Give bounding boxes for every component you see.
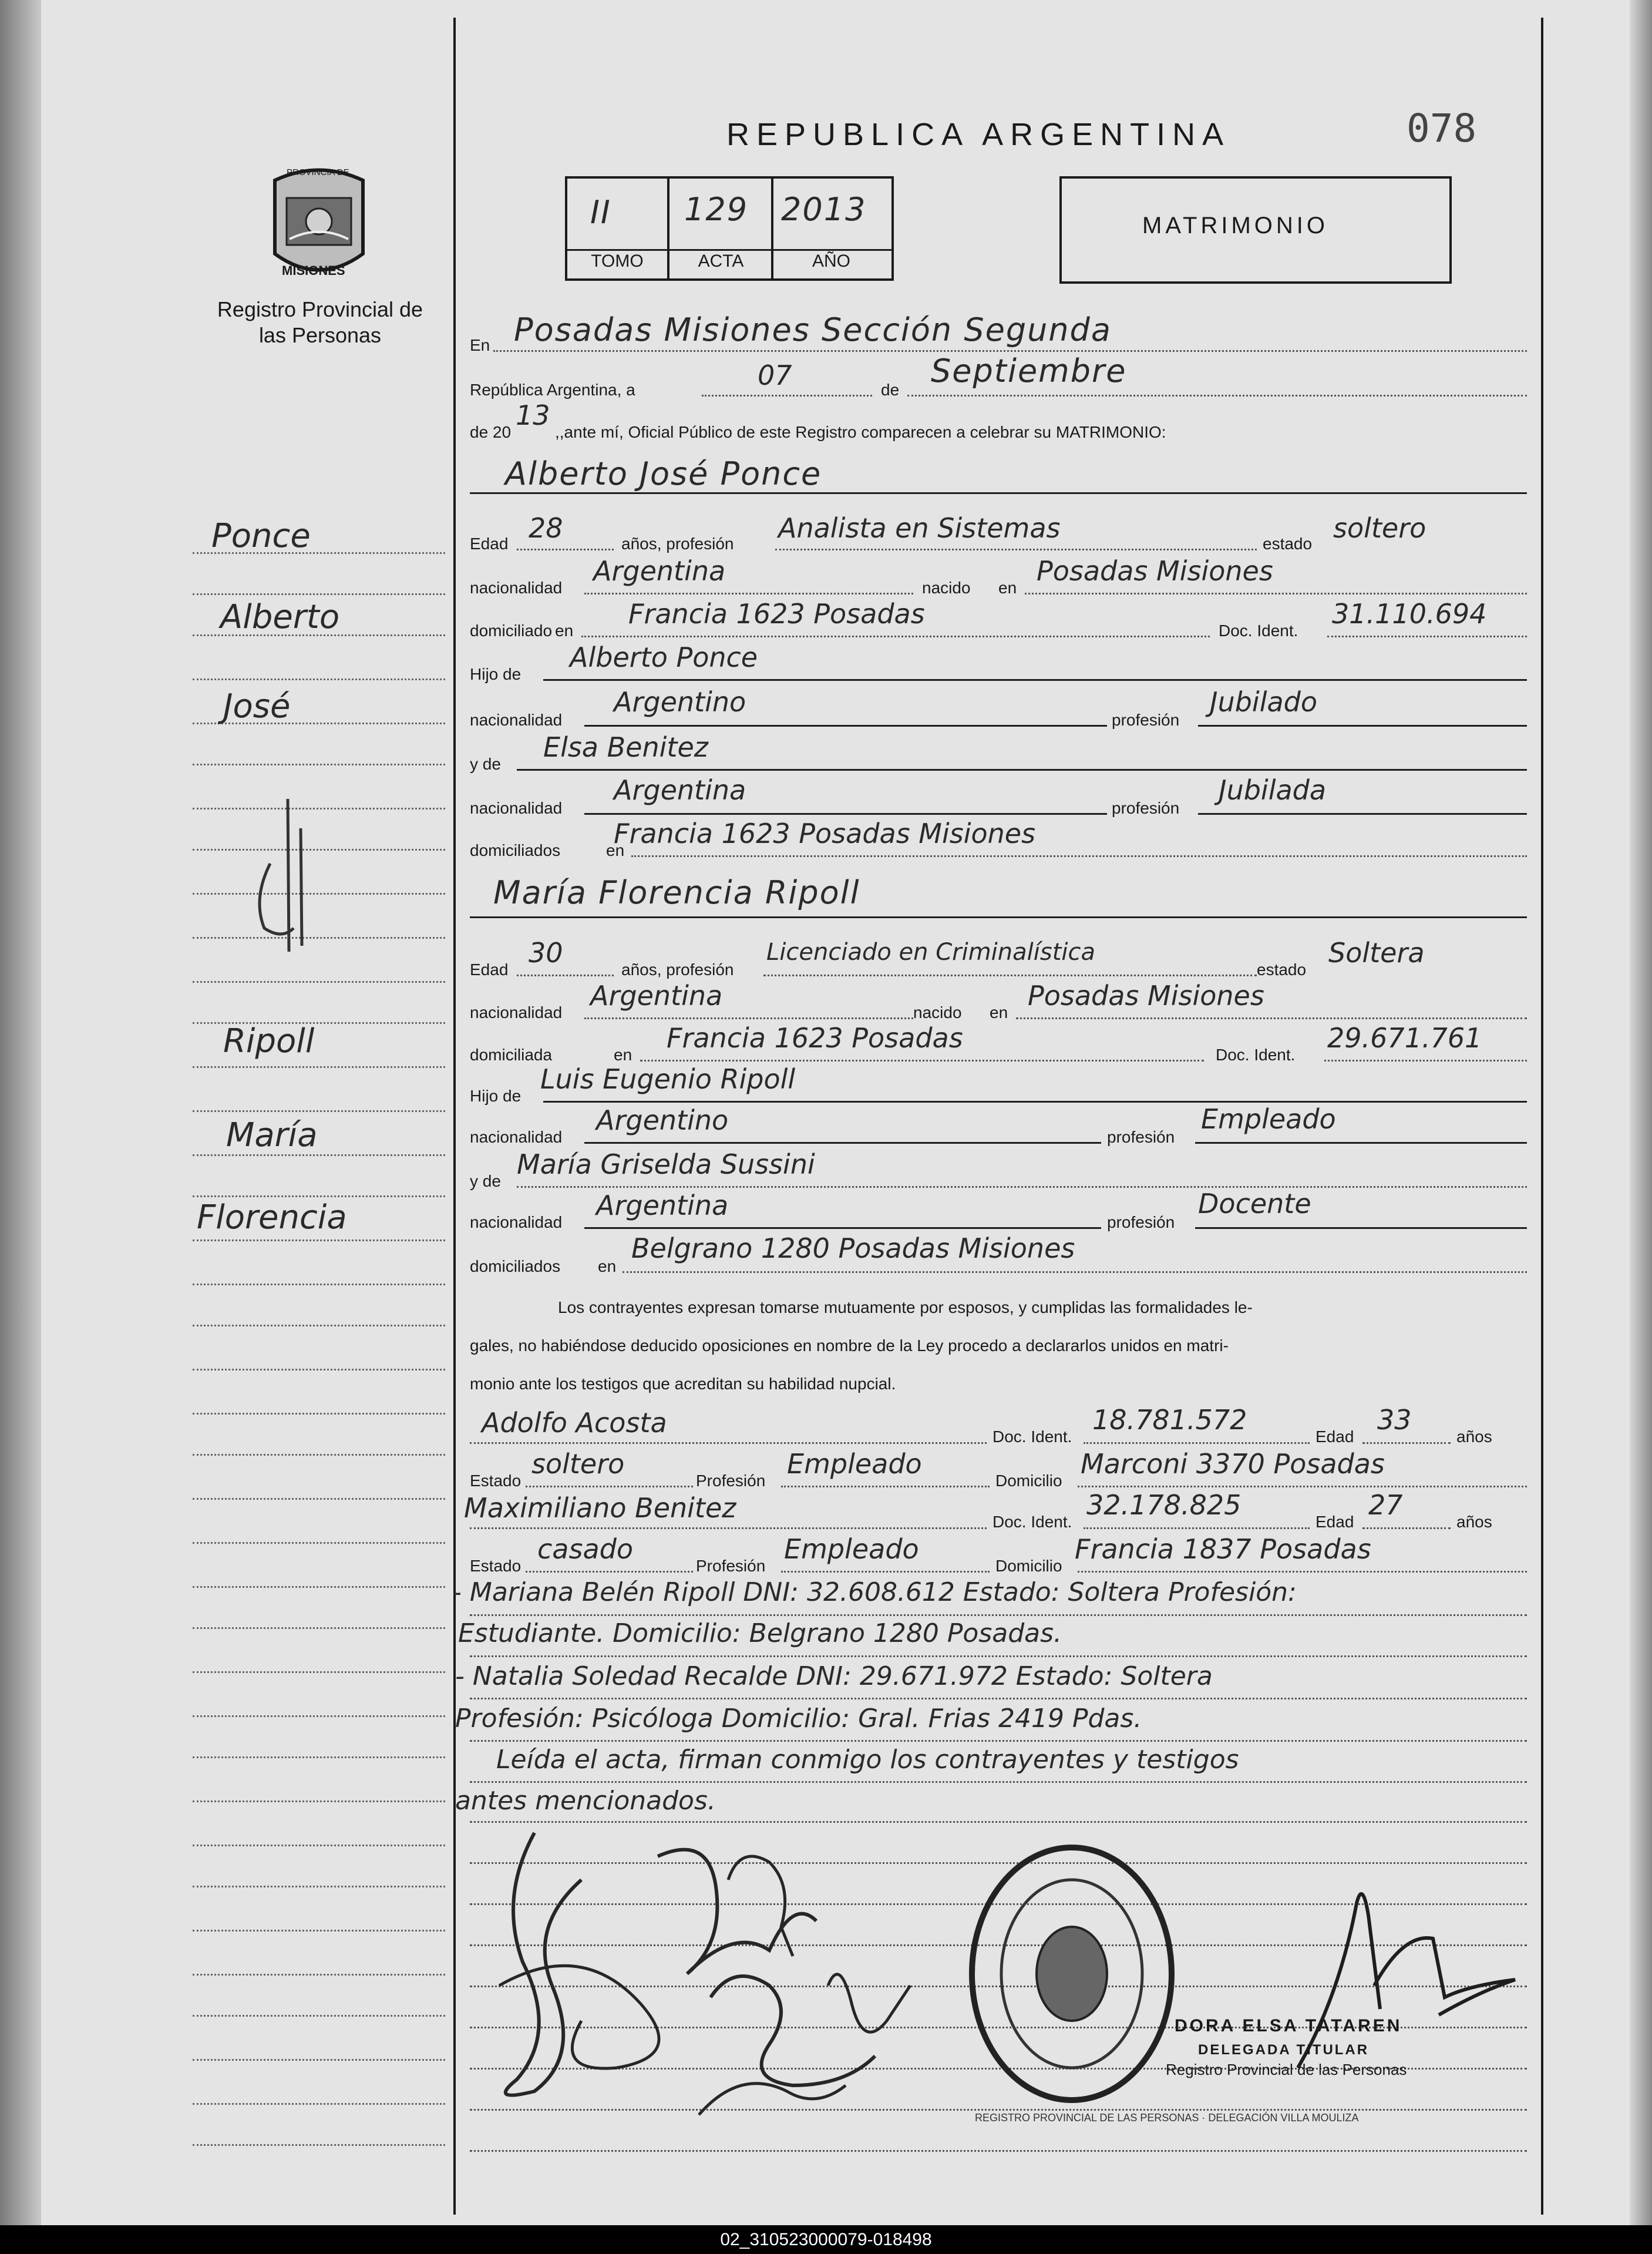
margin-name-4: Ripoll [223, 1022, 315, 1060]
dia-value: 07 [758, 360, 792, 391]
contrayente1-nacido: Posadas Misiones [1037, 555, 1273, 587]
anio-label: AÑO [812, 251, 850, 271]
profesion-label: profesión [1107, 1128, 1175, 1146]
anio-value: 2013 [781, 191, 867, 228]
testigo-anios-label: años [1456, 1427, 1492, 1446]
nacionalidad-label: nacionalidad [470, 711, 563, 729]
contrayente2-profesion: Licenciado en Criminalística [766, 939, 1096, 966]
contrayente1-padre-prof: Jubilado [1210, 686, 1318, 718]
contrayente2-padres-dom: Belgrano 1280 Posadas Misiones [631, 1232, 1075, 1264]
emblem-text-bottom: MISIONES [282, 263, 345, 278]
acta-value: 129 [684, 191, 749, 228]
declaracion-line-2: gales, no habiéndose deducido oposiciones en nombre de la Ley procedo a declararlos unidos en matri- [470, 1336, 1229, 1355]
profesion-label: profesión [1112, 711, 1180, 729]
right-rule [1541, 18, 1543, 2215]
de-label: de [881, 381, 900, 399]
testigo1-profesion: Empleado [787, 1448, 922, 1480]
contrayente1-padres-dom: Francia 1623 Posadas Misiones [614, 818, 1036, 849]
scan-code: 02_310523000079-018498 [0, 2225, 1652, 2254]
anios-profesion-label: años, profesión [621, 535, 734, 553]
testigo2-doc: 32.178.825 [1086, 1489, 1241, 1521]
margin-name-5: María [226, 1116, 318, 1154]
margin-rule [453, 18, 456, 2215]
contrayente1-estado: soltero [1333, 512, 1426, 544]
testigo2-nombre: Maximiliano Benitez [464, 1492, 736, 1524]
testigo2-domicilio: Francia 1837 Posadas [1075, 1533, 1371, 1565]
testigo-domicilio-label: Domicilio [995, 1557, 1062, 1575]
testigo-estado-label: Estado [470, 1472, 521, 1490]
contrayente1-nombre: Alberto José Ponce [505, 455, 822, 492]
official-stamp [960, 1839, 1183, 2109]
y-de-label: y de [470, 1172, 501, 1190]
anios-profesion-label: años, profesión [621, 960, 734, 979]
hijo-label: Hijo de [470, 1087, 521, 1105]
contrayente2-madre-nac: Argentina [596, 1190, 729, 1221]
profesion-label: profesión [1107, 1213, 1175, 1231]
margin-name-2: Alberto [220, 598, 340, 636]
contrayente2-domicilio: Francia 1623 Posadas [667, 1022, 963, 1054]
folio-number: 078 [1407, 106, 1477, 151]
lugar-value: Posadas Misiones Sección Segunda [514, 311, 1112, 348]
nacionalidad-label: nacionalidad [470, 1213, 563, 1231]
contrayente1-edad: 28 [529, 512, 563, 544]
nota-line-1: - Mariana Belén Ripoll DNI: 32.608.612 Estado: Soltera Profesión: [452, 1577, 1297, 1607]
nota-line-3: - Natalia Soledad Recalde DNI: 29.671.972 Estado: Soltera [455, 1661, 1213, 1691]
nacionalidad-label: nacionalidad [470, 1128, 563, 1146]
domiciliado-label: domiciliado [470, 622, 553, 640]
signatures-scribbles [464, 1809, 992, 2138]
nacido-label: nacido [913, 1003, 962, 1022]
testigo1-domicilio: Marconi 3370 Posadas [1081, 1448, 1385, 1480]
margin-name-1: Ponce [211, 517, 311, 555]
nota-line-4: Profesión: Psicóloga Domicilio: Gral. Frias 2419 Pdas. [455, 1704, 1142, 1734]
testigo1-doc: 18.781.572 [1092, 1404, 1247, 1436]
doc-label: Doc. Ident. [1216, 1046, 1296, 1064]
estado-label: estado [1263, 535, 1313, 553]
contrayente2-estado: Soltera [1328, 937, 1425, 969]
contrayente1-madre: Elsa Benitez [543, 731, 708, 763]
contrayente2-padre-prof: Empleado [1201, 1103, 1336, 1135]
declaracion-line-1: Los contrayentes expresan tomarse mutuamente por esposos, y cumplidas las formalidades le- [558, 1298, 1253, 1316]
edad-label: Edad [470, 535, 509, 553]
testigo-edad-label: Edad [1315, 1427, 1354, 1446]
testigo-profesion-label: Profesión [696, 1557, 766, 1575]
contrayente2-nombre: María Florencia Ripoll [493, 874, 860, 911]
acta-label: ACTA [698, 251, 744, 271]
contrayente2-madre: María Griselda Sussini [517, 1148, 815, 1180]
official-registry: Registro Provincial de las Personas [1166, 2061, 1407, 2078]
ante-text: ,,ante mí, Oficial Público de este Registro comparecen a celebrar su MATRIMONIO: [555, 423, 1166, 441]
testigo-profesion-label: Profesión [696, 1472, 766, 1490]
nacionalidad-label: nacionalidad [470, 799, 563, 817]
registry-name: Registro Provincial de las Personas [217, 297, 423, 347]
contrayente1-madre-prof: Jubilada [1219, 774, 1327, 806]
contrayente2-nacionalidad: Argentina [590, 980, 723, 1012]
testigo1-edad: 33 [1377, 1404, 1412, 1436]
mes-value: Septiembre [931, 352, 1127, 389]
contrayente1-padre-nac: Argentino [614, 686, 746, 718]
testigo-domicilio-label: Domicilio [995, 1472, 1062, 1490]
republica-label: República Argentina, a [470, 381, 635, 399]
domiciliados-label: domiciliados [470, 841, 561, 859]
testigo-doc-label: Doc. Ident. [992, 1513, 1072, 1531]
record-type-label: MATRIMONIO [1142, 213, 1329, 238]
hijo-label: Hijo de [470, 665, 521, 683]
en-label: En [470, 336, 490, 354]
en-label-4: en [598, 1257, 617, 1275]
contrayente2-doc: 29.671.761 [1327, 1022, 1482, 1054]
contrayente1-domicilio: Francia 1623 Posadas [628, 598, 925, 630]
contrayente2-edad: 30 [529, 937, 563, 969]
margin-initial-mark [247, 793, 317, 958]
nota-line-6: antes mencionados. [455, 1786, 716, 1816]
contrayente1-profesion: Analista en Sistemas [778, 512, 1061, 544]
emblem-text-top: PROVINCIA DE [287, 167, 349, 177]
contrayente2-padre-nac: Argentino [596, 1104, 729, 1136]
contrayente2-padre: Luis Eugenio Ripoll [540, 1063, 796, 1095]
testigo2-profesion: Empleado [784, 1533, 919, 1565]
tomo-label: TOMO [591, 251, 644, 271]
testigo-anios-label: años [1456, 1513, 1492, 1531]
en-label-3: en [555, 622, 574, 640]
testigo2-estado: casado [537, 1533, 633, 1565]
anio-prefix: de 20 [470, 423, 512, 441]
testigo-doc-label: Doc. Ident. [992, 1427, 1072, 1446]
nacionalidad-label: nacionalidad [470, 1003, 563, 1022]
anio-suffix: 13 [516, 399, 550, 431]
en-label-2: en [990, 1003, 1008, 1022]
page-edge [1630, 0, 1652, 2225]
nacionalidad-label: nacionalidad [470, 579, 563, 597]
testigo2-edad: 27 [1368, 1489, 1403, 1521]
en-label-3: en [614, 1046, 632, 1064]
contrayente2-nacido: Posadas Misiones [1028, 980, 1264, 1012]
y-de-label: y de [470, 755, 501, 773]
page-title: REPUBLICA ARGENTINA [726, 117, 1231, 152]
en-label-2: en [998, 579, 1017, 597]
testigo-estado-label: Estado [470, 1557, 521, 1575]
contrayente2-madre-prof: Docente [1198, 1188, 1311, 1220]
estado-label: estado [1257, 960, 1307, 979]
nacido-label: nacido [922, 579, 971, 597]
book-binding [0, 0, 41, 2225]
contrayente1-nacionalidad: Argentina [593, 555, 726, 587]
profesion-label: profesión [1112, 799, 1180, 817]
nota-line-2: Estudiante. Domicilio: Belgrano 1280 Posadas. [458, 1618, 1062, 1648]
domiciliada-label: domiciliada [470, 1046, 553, 1064]
tomo-value: II [590, 194, 611, 231]
doc-label: Doc. Ident. [1219, 622, 1298, 640]
contrayente1-madre-nac: Argentina [614, 774, 746, 806]
contrayente1-doc: 31.110.694 [1332, 598, 1487, 630]
margin-name-6: Florencia [197, 1198, 347, 1237]
declaracion-line-3: monio ante los testigos que acreditan su habilidad nupcial. [470, 1375, 896, 1393]
testigo1-nombre: Adolfo Acosta [482, 1407, 667, 1439]
nota-line-5: Leída el acta, firman conmigo los contrayentes y testigos [496, 1745, 1239, 1775]
en-label-4: en [606, 841, 625, 859]
margin-name-3: José [223, 687, 291, 725]
contrayente1-padre: Alberto Ponce [570, 641, 758, 673]
testigo1-estado: soltero [531, 1448, 625, 1480]
official-position: DELEGADA TITULAR [1198, 2042, 1370, 2058]
official-name: DORA ELSA TATAREN [1175, 2016, 1402, 2035]
edad-label: Edad [470, 960, 509, 979]
stamp-text: REGISTRO PROVINCIAL DE LAS PERSONAS · DELEGACIÓN VILLA MOULIZA [975, 2112, 1359, 2124]
testigo-edad-label: Edad [1315, 1513, 1354, 1531]
domiciliados-label: domiciliados [470, 1257, 561, 1275]
